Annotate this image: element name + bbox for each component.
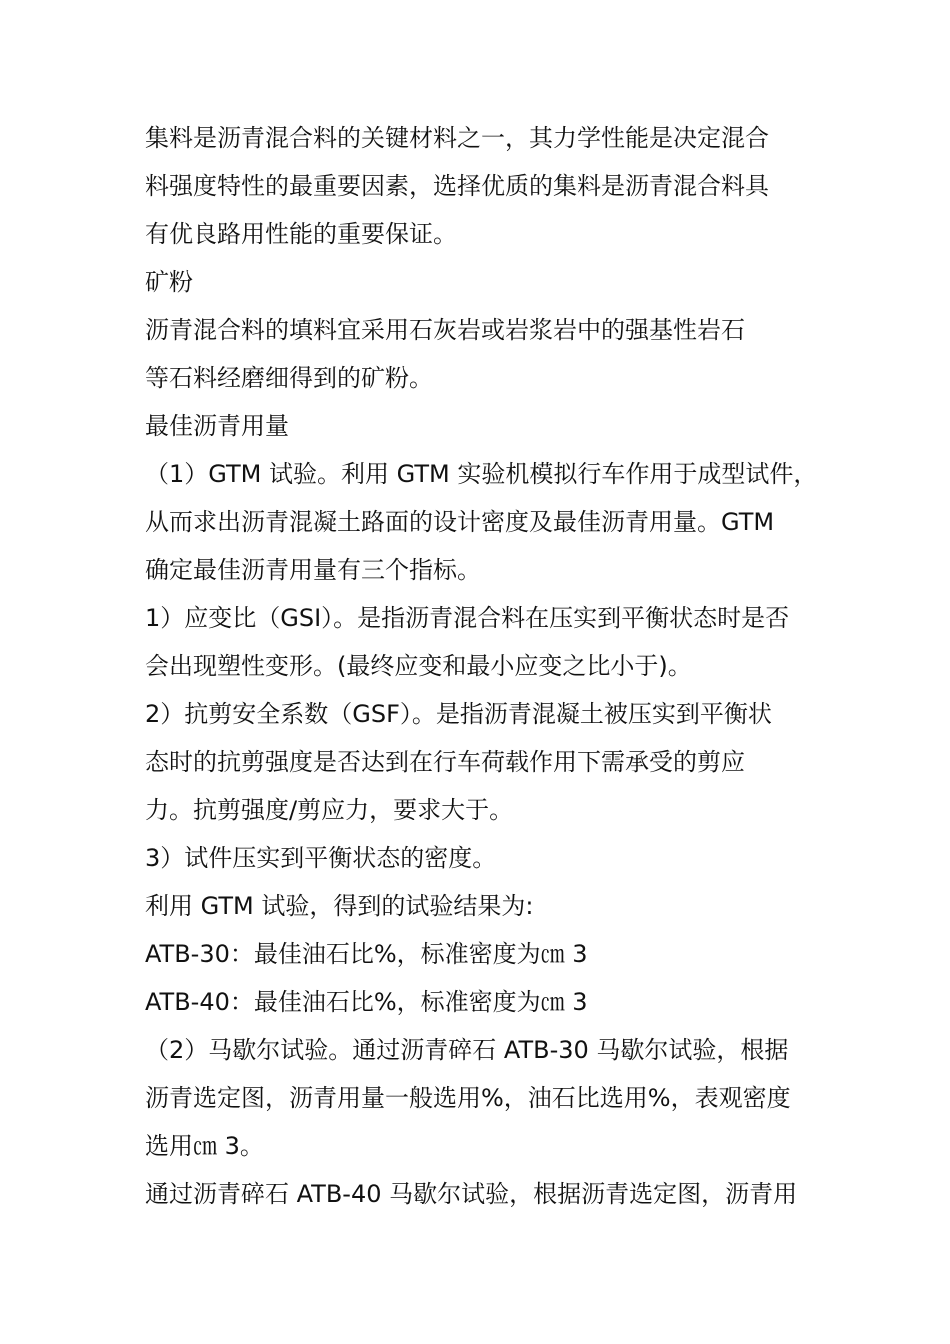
paragraph-aggregate-line-2: 料强度特性的最重要因素，选择优质的集料是沥青混合料具 <box>145 172 769 200</box>
item-gsf-line-2: 态时的抗剪强度是否达到在行车荷载作用下需承受的剪应 <box>145 748 745 776</box>
result-atb-40: ATB-40：最佳油石比%，标准密度为㎝ 3 <box>145 988 588 1016</box>
item-gsf-line-1: 2）抗剪安全系数（GSF）。是指沥青混凝土被压实到平衡状 <box>145 700 772 728</box>
result-atb-30: ATB-30：最佳油石比%，标准密度为㎝ 3 <box>145 940 588 968</box>
paragraph-gtm-line-1: （1）GTM 试验。利用 GTM 实验机模拟行车作用于成型试件， <box>145 460 818 488</box>
paragraph-marshall-line-2: 沥青选定图，沥青用量一般选用%，油石比选用%，表观密度 <box>145 1084 791 1112</box>
paragraph-filler-line-1: 沥青混合料的填料宜采用石灰岩或岩浆岩中的强基性岩石 <box>145 316 745 344</box>
item-gsi-line-2: 会出现塑性变形。(最终应变和最小应变之比小于)。 <box>145 652 692 680</box>
paragraph-aggregate-line-3: 有优良路用性能的重要保证。 <box>145 220 457 248</box>
heading-mineral-powder: 矿粉 <box>145 268 193 296</box>
paragraph-marshall-line-3: 选用㎝ 3。 <box>145 1132 264 1160</box>
heading-optimum-asphalt-content: 最佳沥青用量 <box>145 412 289 440</box>
item-gsi-line-1: 1）应变比（GSI）。是指沥青混合料在压实到平衡状态时是否 <box>145 604 790 632</box>
paragraph-gtm-line-2: 从而求出沥青混凝土路面的设计密度及最佳沥青用量。GTM <box>145 508 775 536</box>
paragraph-gtm-line-3: 确定最佳沥青用量有三个指标。 <box>145 556 481 584</box>
paragraph-filler-line-2: 等石料经磨细得到的矿粉。 <box>145 364 433 392</box>
paragraph-marshall-atb40-line-1: 通过沥青碎石 ATB-40 马歇尔试验，根据沥青选定图，沥青用 <box>145 1180 798 1208</box>
paragraph-aggregate-line-1: 集料是沥青混合料的关键材料之一，其力学性能是决定混合 <box>145 124 769 152</box>
paragraph-gtm-results-intro: 利用 GTM 试验，得到的试验结果为: <box>145 892 534 920</box>
paragraph-marshall-line-1: （2）马歇尔试验。通过沥青碎石 ATB-30 马歇尔试验，根据 <box>145 1036 789 1064</box>
item-density: 3）试件压实到平衡状态的密度。 <box>145 844 497 872</box>
item-gsf-line-3: 力。抗剪强度/剪应力，要求大于。 <box>145 796 514 824</box>
